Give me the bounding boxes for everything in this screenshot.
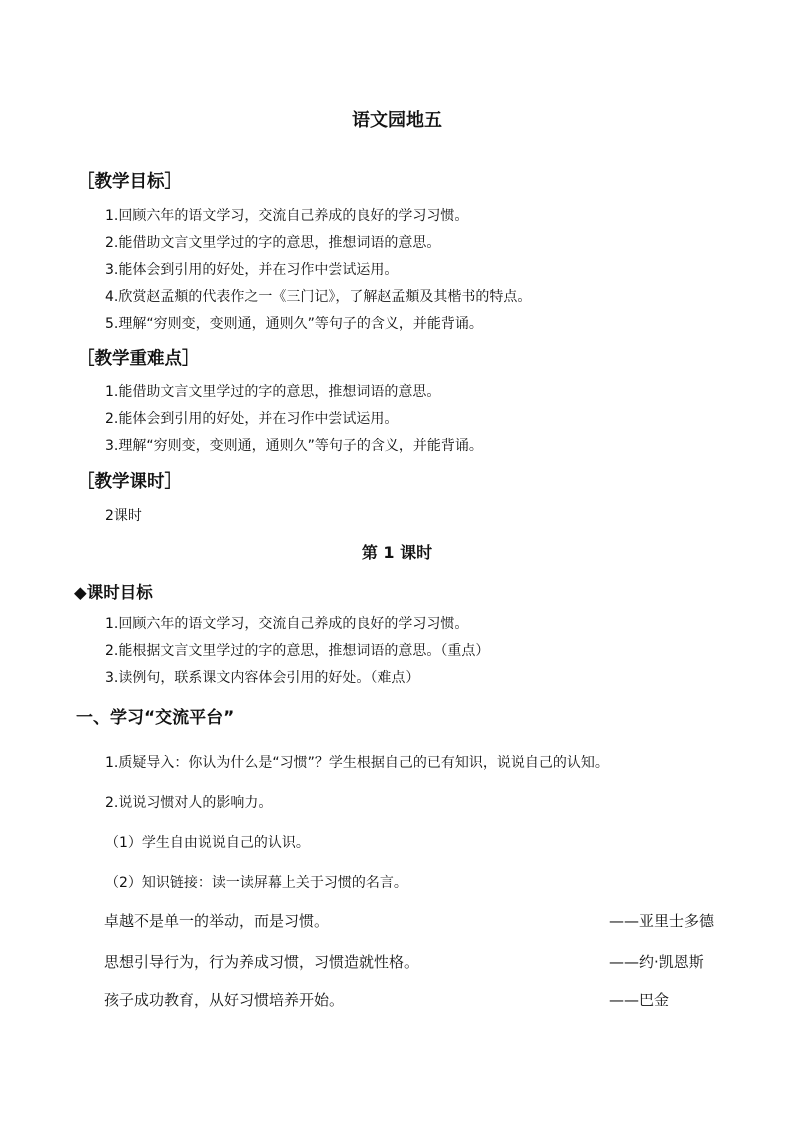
quote-text: 卓越不是单一的举动，而是习惯。 [104,912,330,930]
lesson-goal-item: 1.回顾六年的语文学习，交流自己养成的良好的学习习惯。 [105,616,469,632]
objective-item: 4.欣赏赵孟頫的代表作之一《三门记》，了解赵孟頫及其楷书的特点。 [105,289,532,305]
step-item: （2）知识链接：读一读屏幕上关于习惯的名言。 [105,875,408,891]
quote-text: 思想引导行为，行为养成习惯，习惯造就性格。 [104,953,420,971]
page-title: 语文园地五 [352,110,442,131]
lesson-goal-item: 3.读例句，联系课文内容体会引用的好处。（难点） [105,670,420,686]
key-points-heading: ［教学重难点］ [77,349,200,369]
objective-item: 1.回顾六年的语文学习，交流自己养成的良好的学习习惯。 [105,208,469,224]
hours-value: 2课时 [105,508,142,524]
step-item: （1）学生自由说说自己的认识。 [105,835,310,851]
key-point-item: 3.理解“穷则变，变则通，通则久”等句子的含义，并能背诵。 [105,438,483,454]
lesson-goals-heading: ◆课时目标 [74,583,153,602]
objective-item: 5.理解“穷则变，变则通，通则久”等句子的含义，并能背诵。 [105,316,483,332]
objective-item: 3.能体会到引用的好处，并在习作中尝试运用。 [105,262,399,278]
step-item: 1.质疑导入：你认为什么是“习惯”？学生根据自己的已有知识，说说自己的认知。 [105,755,609,771]
hours-heading: ［教学课时］ [77,472,182,492]
objectives-heading: ［教学目标］ [77,172,182,192]
step-item: 2.说说习惯对人的影响力。 [105,795,273,811]
lesson-title: 第 1 课时 [361,543,433,562]
lesson-goal-item: 2.能根据文言文里学过的字的意思，推想词语的意思。（重点） [105,643,490,659]
key-point-item: 1.能借助文言文里学过的字的意思，推想词语的意思。 [105,384,441,400]
key-point-item: 2.能体会到引用的好处，并在习作中尝试运用。 [105,411,399,427]
quote-author: ——巴金 [609,991,670,1009]
quote-author: ——亚里士多德 [609,912,715,930]
part-heading: 一、学习“交流平台” [76,708,235,728]
quote-text: 孩子成功教育，从好习惯培养开始。 [104,991,345,1009]
quote-author: ——约·凯恩斯 [609,953,704,971]
objective-item: 2.能借助文言文里学过的字的意思，推想词语的意思。 [105,235,441,251]
